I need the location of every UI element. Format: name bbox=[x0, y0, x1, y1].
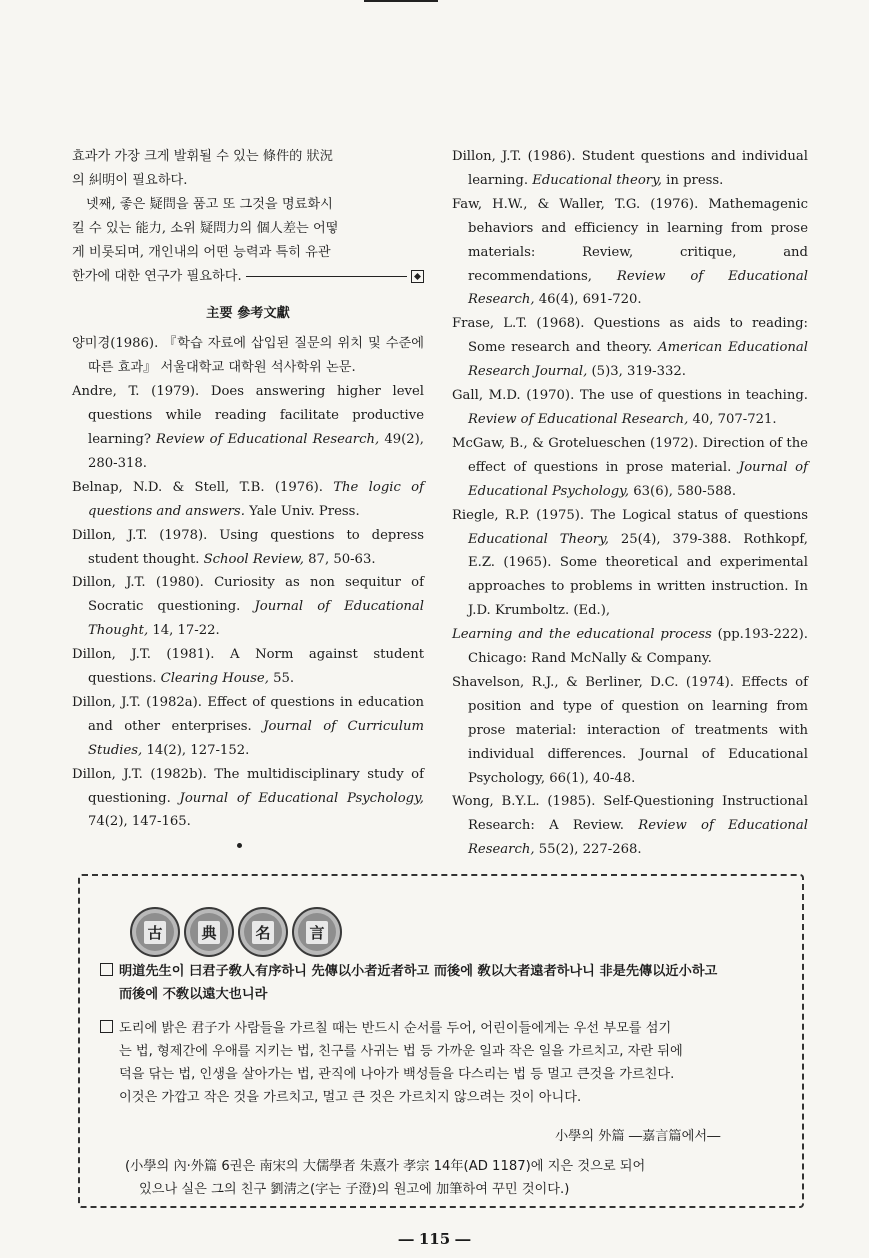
seal-icon bbox=[184, 907, 234, 957]
body-line: 효과가 가장 크게 발휘될 수 있는 條件的 狀況 bbox=[72, 149, 333, 164]
note-line: 있으나 실은 그의 친구 劉淸之(字는 子澄)의 원고에 加筆하여 꾸민 것이다.) bbox=[139, 1182, 570, 1197]
reference-entry bbox=[452, 193, 808, 313]
quote-original bbox=[100, 960, 790, 1006]
checkbox-icon bbox=[100, 963, 113, 976]
reference-pre: Dillon, J.T. (1981). A Norm against student questions. bbox=[72, 647, 424, 687]
bullet-dot bbox=[237, 843, 242, 848]
quote-translation bbox=[100, 1017, 790, 1109]
body-line: 게 비롯되며, 개인내의 어떤 능력과 특히 유관 bbox=[72, 244, 331, 260]
checkbox-icon bbox=[100, 1020, 113, 1033]
reference-ital: Clearing House, bbox=[160, 671, 269, 687]
reference-pre: Dillon, J.T. (1982a). Effect of questions in education and other enterprises. bbox=[72, 694, 424, 734]
reference-pre: Wong, B.Y.L. (1985). Self-Questioning Instructional Research: A Review. bbox=[452, 794, 808, 834]
body-line: 킬 수 있는 能力, 소위 疑問力의 個人差는 어떻 bbox=[72, 220, 339, 236]
right-column bbox=[452, 145, 808, 862]
reference-post: 55. bbox=[268, 671, 295, 687]
references-heading: 主要 參考文獻 bbox=[206, 306, 290, 322]
seal-icon bbox=[238, 907, 288, 957]
left-column bbox=[72, 145, 424, 834]
reference-pre: Frase, L.T. (1968). Questions as aids to reading: Some research and theory. bbox=[452, 316, 808, 356]
translation-line: 이것은 가깝고 작은 것을 가르치고, 멀고 큰 것은 가르치지 않으려는 것이 아니다. bbox=[119, 1090, 582, 1105]
reference-entry bbox=[72, 643, 424, 691]
reference-pre: Shavelson, R.J., & Berliner, D.C. (1974). Effects of position and type of question on learning from prose material: interaction of treatments with individual differences. Journal of Educational Psychology, 66(1), 40-48. bbox=[452, 674, 808, 786]
translation-line: 는 법, 형제간에 우애를 지키는 법, 친구를 사귀는 법 등 가까운 일과 작은 일을 가르치고, 자란 뒤에 bbox=[119, 1044, 683, 1059]
reference-post: 49(2), 280-318. bbox=[88, 431, 424, 471]
end-rule bbox=[246, 276, 407, 277]
reference-post: 87, 50-63. bbox=[303, 551, 376, 567]
body-line: 넷째, 좋은 疑問을 품고 또 그것을 명료화시 bbox=[86, 196, 333, 212]
translation-line: 덕을 닦는 법, 인생을 살아가는 법, 관직에 나아가 백성들을 다스리는 법 등 멀고 큰것을 가르친다. bbox=[119, 1067, 675, 1082]
note-line: (小學의 內·外篇 6권은 南宋의 大儒學者 朱熹가 孝宗 14年(AD 1187)에 지은 것으로 되어 bbox=[125, 1159, 646, 1174]
reference-entry bbox=[452, 145, 808, 193]
reference-entry bbox=[72, 571, 424, 643]
references-right bbox=[452, 145, 808, 862]
reference-entry bbox=[72, 763, 424, 835]
reference-pre: Gall, M.D. (1970). The use of questions in teaching. bbox=[452, 388, 808, 404]
reference-ital: Review of Educational Research, bbox=[468, 268, 808, 308]
reference-entry bbox=[72, 476, 424, 524]
reference-entry bbox=[452, 790, 808, 862]
body-line-end bbox=[72, 265, 424, 289]
reference-entry bbox=[72, 380, 424, 476]
reference-ital: Learning and the educational process bbox=[452, 627, 712, 643]
reference-entry bbox=[72, 332, 424, 380]
reference-pre: Riegle, R.P. (1975). The Logical status of questions bbox=[452, 507, 808, 523]
reference-pre: Dillon, J.T. (1980). Curiosity as non sequitur of Socratic questioning. bbox=[72, 575, 424, 615]
reference-post: (pp.193-222). Chicago: Rand McNally & Company. bbox=[468, 627, 808, 667]
reference-entry bbox=[452, 432, 808, 504]
reference-ital: Journal of Educational Psychology, bbox=[468, 459, 809, 499]
reference-pre: Belnap, N.D. & Stell, T.B. (1976). bbox=[72, 479, 334, 495]
reference-post: 55(2), 227-268. bbox=[534, 842, 642, 858]
reference-ital: Journal of Educational Psychology, bbox=[179, 790, 424, 806]
reference-post: 74(2), 147-165. bbox=[88, 814, 191, 830]
reference-post: 14(2), 127-152. bbox=[142, 742, 250, 758]
quote-note bbox=[125, 1155, 775, 1201]
reference-ital: American Educational Research Journal, bbox=[468, 340, 808, 380]
reference-entry bbox=[452, 623, 808, 671]
quote-source: 小學의 外篇 ―嘉言篇에서― bbox=[555, 1129, 721, 1144]
seal-row bbox=[130, 907, 342, 957]
seal-char: 名 bbox=[252, 921, 273, 944]
reference-ital: The logic of questions and answers. bbox=[88, 479, 424, 519]
reference-ital: Journal of Curriculum Studies, bbox=[88, 718, 424, 758]
reference-pre: Dillon, J.T. (1986). Student questions and individual learning. bbox=[452, 149, 808, 188]
reference-ital: Review of Educational Research, bbox=[468, 411, 689, 427]
references-left bbox=[72, 332, 424, 834]
reference-ital: Review of Educational Research, bbox=[468, 818, 808, 858]
seal-char: 言 bbox=[306, 921, 327, 944]
reference-pre: Dillon, J.T. (1982b). The multidisciplinary study of questioning. bbox=[72, 766, 424, 806]
reference-entry bbox=[452, 312, 808, 384]
seal-char: 典 bbox=[198, 921, 219, 944]
reference-entry bbox=[452, 671, 808, 791]
page-number: ― 115 ― bbox=[398, 1230, 471, 1248]
reference-post: 40, 707-721. bbox=[688, 411, 777, 427]
reference-post: 46(4), 691-720. bbox=[534, 292, 642, 308]
body-line: 한가에 대한 연구가 필요하다. bbox=[72, 268, 242, 284]
reference-ital: Journal of Educational Thought, bbox=[88, 599, 424, 639]
end-mark-icon bbox=[411, 270, 424, 283]
reference-post: 14, 17-22. bbox=[148, 623, 220, 639]
reference-entry bbox=[72, 691, 424, 763]
quote-line: 而後에 不敎以遠大也니라 bbox=[119, 987, 268, 1002]
reference-ital: School Review, bbox=[203, 551, 304, 567]
reference-ital: Review of Educational Research, bbox=[156, 431, 380, 447]
reference-post: (5)3, 319-332. bbox=[587, 364, 686, 380]
reference-pre: McGaw, B., & Grotelueschen (1972). Direction of the effect of questions in prose material. bbox=[452, 435, 808, 475]
reference-ital: Educational theory, bbox=[532, 172, 662, 188]
reference-entry bbox=[452, 504, 808, 624]
seal-icon bbox=[292, 907, 342, 957]
reference-post: Yale Univ. Press. bbox=[244, 503, 360, 519]
translation-line: 도리에 밝은 君子가 사람들을 가르칠 때는 반드시 순서를 두어, 어린이들에게는 우선 부모를 섬기 bbox=[119, 1021, 672, 1036]
reference-pre: Andre, T. (1979). Does answering higher level questions while reading facilitate productive learning? bbox=[72, 384, 424, 447]
reference-post: 25(4), 379-388. Rothkopf, E.Z. (1965). Some theoretical and experimental approaches to problems in written instruction. In J.D. Krumboltz. (Ed.), bbox=[468, 531, 808, 619]
reference-post: in press. bbox=[661, 172, 724, 188]
reference-pre: Faw, H.W., & Waller, T.G. (1976). Mathemagenic behaviors and efficiency in learning from prose materials: Review, critique, and recommendations, bbox=[452, 196, 808, 284]
reference-text: 양미경(1986). 『학습 자료에 삽입된 질문의 위치 및 수준에 따른 효과』 서울대학교 대학원 석사학위 논문. bbox=[72, 336, 424, 376]
top-rule bbox=[364, 0, 438, 2]
seal-icon bbox=[130, 907, 180, 957]
seal-char: 古 bbox=[144, 921, 165, 944]
reference-ital: Educational Theory, bbox=[468, 531, 609, 547]
reference-post: 63(6), 580-588. bbox=[629, 483, 737, 499]
reference-entry bbox=[452, 384, 808, 432]
quote-line: 明道先生이 曰君子敎人有序하니 先傳以小者近者하고 而後에 敎以大者遠者하나니 非是先傳以近小하고 bbox=[119, 964, 718, 979]
reference-pre: Dillon, J.T. (1978). Using questions to depress student thought. bbox=[72, 527, 424, 567]
reference-entry bbox=[72, 524, 424, 572]
body-line: 의 糾明이 필요하다. bbox=[72, 172, 188, 188]
